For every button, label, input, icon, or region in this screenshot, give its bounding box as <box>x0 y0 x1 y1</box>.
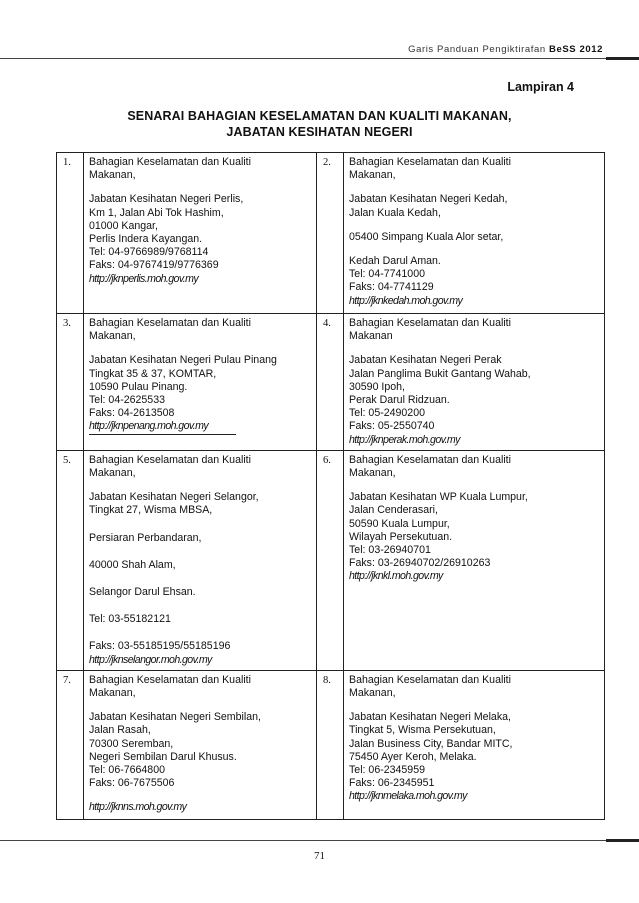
header-rule <box>0 58 606 59</box>
footer-rule-accent <box>606 839 639 842</box>
department-table <box>56 152 605 820</box>
entry-line: Tingkat 27, Wisma MBSA, <box>89 504 213 517</box>
entry-line: Tel: 03-55182121 <box>89 613 171 626</box>
entry-number: 2. <box>317 153 344 314</box>
entry-line: Km 1, Jalan Abi Tok Hashim, <box>89 206 224 219</box>
table-row <box>57 450 605 670</box>
entry-cell <box>84 153 317 314</box>
entry-website-link[interactable]: http://jknpenang.moh.gov.my <box>89 420 236 434</box>
page-number: 71 <box>314 850 325 862</box>
entry-line: Jalan Cenderasari, <box>349 504 438 517</box>
entry-line: 05400 Simpang Kuala Alor setar, <box>349 230 504 243</box>
entry-line: Jalan Kuala Kedah, <box>349 206 441 219</box>
entry-line: Wilayah Persekutuan. <box>349 530 453 543</box>
entry-heading: Makanan, <box>89 330 136 343</box>
entry-line: Tel: 04-7741000 <box>349 268 425 281</box>
entry-line: 50590 Kuala Lumpur, <box>349 517 450 530</box>
entry-heading: Makanan, <box>349 169 396 182</box>
entry-number: 4. <box>317 314 344 451</box>
title-line-2: JABATAN KESIHATAN NEGERI <box>226 125 413 139</box>
entry-line: Tingkat 5, Wisma Persekutuan, <box>349 724 496 737</box>
entry-line: 10590 Pulau Pinang. <box>89 380 188 393</box>
entry-line: Persiaran Perbandaran, <box>89 531 202 544</box>
entry-website-link[interactable]: http://jknns.moh.gov.my <box>89 801 187 814</box>
entry-line: Perlis Indera Kayangan. <box>89 233 203 246</box>
entry-heading: Makanan, <box>349 687 396 700</box>
entry-line: Faks: 05-2550740 <box>349 420 435 433</box>
entry-line: Faks: 03-26940702/26910263 <box>349 557 491 570</box>
header-rule-accent <box>606 57 639 60</box>
table-row <box>57 314 605 451</box>
entry-line: Jabatan Kesihatan Negeri Perlis, <box>89 193 244 206</box>
entry-line: Tel: 05-2490200 <box>349 407 425 420</box>
entry-cell <box>344 153 605 314</box>
entry-heading: Bahagian Keselamatan dan Kualiti <box>89 156 251 168</box>
entry-website-link[interactable]: http://jknperlis.moh.gov.my <box>89 272 199 285</box>
entry-number: 7. <box>57 670 84 819</box>
entry-website-link[interactable]: http://jknkl.moh.gov.my <box>349 570 443 583</box>
entry-line: Negeri Sembilan Darul Khusus. <box>89 750 237 763</box>
entry-cell <box>344 314 605 451</box>
entry-line: Tel: 04-9766989/9768114 <box>89 246 209 259</box>
entry-website-link[interactable]: http://jknmelaka.moh.gov.my <box>349 790 467 803</box>
table-row <box>57 153 605 314</box>
entry-heading: Bahagian Keselamatan dan Kualiti <box>349 317 511 329</box>
entry-heading: Makanan, <box>349 467 396 480</box>
entry-website-link[interactable]: http://jknkedah.moh.gov.my <box>349 294 463 307</box>
entry-heading: Makanan <box>349 330 393 343</box>
entry-number: 8. <box>317 670 344 819</box>
entry-line: Tingkat 35 & 37, KOMTAR, <box>89 367 217 380</box>
entry-heading: Makanan, <box>89 169 136 182</box>
entry-line: 75450 Ayer Keroh, Melaka. <box>349 750 477 763</box>
entry-line: Faks: 04-9767419/9776369 <box>89 259 219 272</box>
entry-line: 40000 Shah Alam, <box>89 558 176 571</box>
entry-line: Tel: 06-2345959 <box>349 764 425 777</box>
entry-line: Jabatan Kesihatan Negeri Pulau Pinang <box>89 354 277 367</box>
entry-number: 1. <box>57 153 84 314</box>
entry-line: Jabatan Kesihatan Negeri Perak <box>349 354 502 367</box>
entry-line: Faks: 03-55185195/55185196 <box>89 640 231 653</box>
running-header <box>408 44 603 55</box>
entry-heading: Makanan, <box>89 467 136 480</box>
entry-line: Selangor Darul Ehsan. <box>89 586 196 599</box>
entry-line: 01000 Kangar, <box>89 219 158 232</box>
header-text: Garis Panduan Pengiktirafan <box>408 44 546 55</box>
title-line-1: SENARAI BAHAGIAN KESELAMATAN DAN KUALITI MAKANAN, <box>127 109 512 123</box>
entry-line: Perak Darul Ridzuan. <box>349 394 450 407</box>
entry-cell <box>84 314 317 451</box>
entry-number: 3. <box>57 314 84 451</box>
table-row <box>57 670 605 819</box>
entry-line: Jabatan Kesihatan Negeri Sembilan, <box>89 711 261 724</box>
entry-cell <box>84 670 317 819</box>
entry-line: Jabatan Kesihatan Negeri Selangor, <box>89 491 259 504</box>
header-bold: BeSS 2012 <box>549 44 603 55</box>
entry-line: Faks: 06-7675506 <box>89 777 175 790</box>
entry-line: Jabatan Kesihatan Negeri Melaka, <box>349 711 511 724</box>
entry-line: Tel: 03-26940701 <box>349 544 431 557</box>
entry-website-link[interactable]: http://jknselangor.moh.gov.my <box>89 653 212 666</box>
entry-cell <box>344 670 605 819</box>
entry-line: Jalan Rasah, <box>89 724 151 737</box>
entry-heading: Bahagian Keselamatan dan Kualiti <box>89 673 251 686</box>
entry-heading: Bahagian Keselamatan dan Kualiti <box>89 317 251 329</box>
entry-heading: Bahagian Keselamatan dan Kualiti <box>349 156 511 168</box>
entry-line: 30590 Ipoh, <box>349 380 405 393</box>
entry-heading: Makanan, <box>89 687 136 700</box>
entry-line: Jalan Panglima Bukit Gantang Wahab, <box>349 367 531 380</box>
entry-number: 5. <box>57 450 84 670</box>
entry-heading: Bahagian Keselamatan dan Kualiti <box>349 453 511 466</box>
entry-line: Jabatan Kesihatan Negeri Kedah, <box>349 193 508 206</box>
entry-number: 6. <box>317 450 344 670</box>
entry-line: Faks: 06-2345951 <box>349 777 435 790</box>
entry-website-link[interactable]: http://jknperak.moh.gov.my <box>349 433 460 446</box>
entry-heading: Bahagian Keselamatan dan Kualiti <box>89 453 251 466</box>
entry-cell <box>344 450 605 670</box>
entry-line: Jabatan Kesihatan WP Kuala Lumpur, <box>349 491 528 504</box>
entry-line: Faks: 04-2613508 <box>89 407 175 420</box>
entry-line: Faks: 04-7741129 <box>349 281 434 294</box>
footer-rule <box>0 840 606 841</box>
entry-line: Jalan Business City, Bandar MITC, <box>349 737 513 750</box>
page-title <box>0 108 639 140</box>
entry-heading: Bahagian Keselamatan dan Kualiti <box>349 673 511 686</box>
entry-line: Tel: 04-2625533 <box>89 394 165 407</box>
annex-label: Lampiran 4 <box>507 80 574 94</box>
entry-cell <box>84 450 317 670</box>
entry-line: Tel: 06-7664800 <box>89 764 165 777</box>
entry-line: Kedah Darul Aman. <box>349 255 441 268</box>
entry-line: 70300 Seremban, <box>89 737 174 750</box>
